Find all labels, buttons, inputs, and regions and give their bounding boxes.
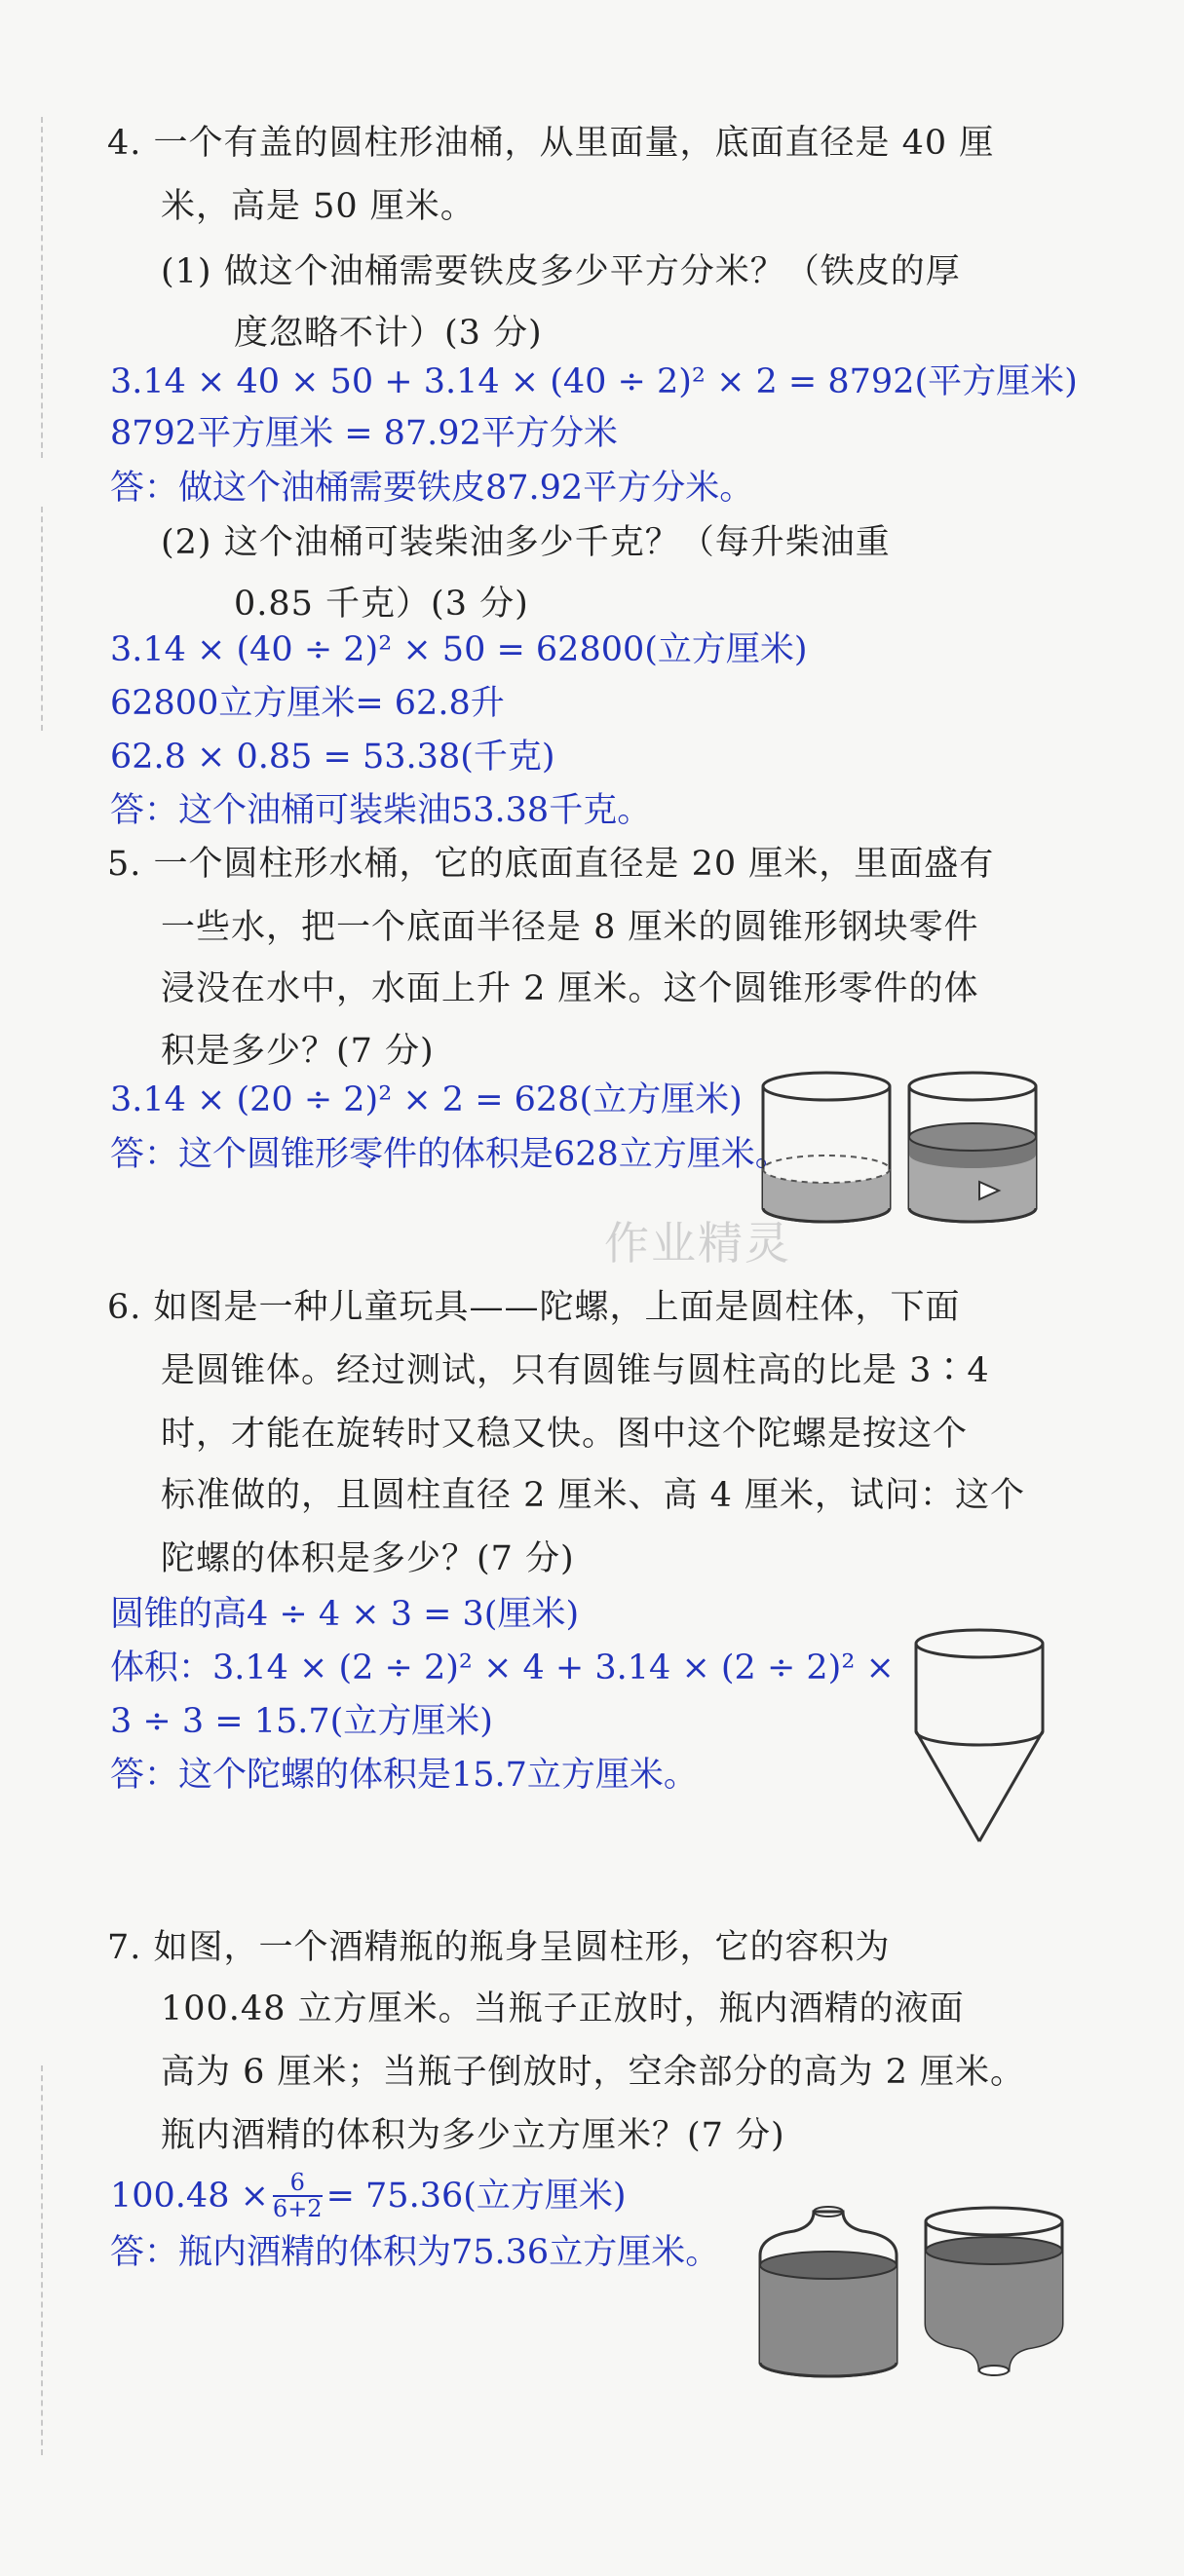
q4-answer: 3.14 × (40 ÷ 2)² × 50 = 62800(立方厘米) [110, 630, 808, 669]
q7-text: 瓶内酒精的体积为多少立方厘米？(7 分) [161, 2116, 785, 2155]
q4-sub1: 度忽略不计）(3 分) [234, 314, 543, 353]
q7-text: 高为 6 厘米；当瓶子倒放时，空余部分的高为 2 厘米。 [161, 2053, 1026, 2092]
q4-sub2: 0.85 千克）(3 分) [234, 585, 529, 624]
q4-answer: 62800立方厘米= 62.8升 [110, 684, 505, 723]
q7-text: 7. 如图，一个酒精瓶的瓶身呈圆柱形，它的容积为 [107, 1928, 891, 1967]
margin-dashed-line [41, 117, 43, 458]
q6-answer: 圆锥的高4 ÷ 4 × 3 = 3(厘米) [110, 1595, 580, 1634]
q4-answer: 62.8 × 0.85 = 53.38(千克) [110, 738, 555, 777]
q6-text: 6. 如图是一种儿童玩具——陀螺，上面是圆柱体，下面 [107, 1288, 961, 1327]
q6-text: 陀螺的体积是多少？(7 分) [161, 1539, 575, 1578]
q7-bottles-figure [750, 2197, 1082, 2392]
q4-text: 4. 一个有盖的圆柱形油桶，从里面量，底面直径是 40 厘 [107, 124, 995, 163]
q6-answer: 3 ÷ 3 = 15.7(立方厘米) [110, 1702, 493, 1741]
q5-answer: 3.14 × (20 ÷ 2)² × 2 = 628(立方厘米) [110, 1080, 743, 1119]
q5-cylinders-figure [755, 1057, 1077, 1232]
q6-text: 是圆锥体。经过测试，只有圆锥与圆柱高的比是 3∶4 [161, 1351, 990, 1390]
q6-top-figure [906, 1622, 1052, 1856]
watermark: 作业精灵 [604, 1217, 791, 1269]
margin-dashed-line [41, 2065, 43, 2455]
q4-text: 米，高是 50 厘米。 [161, 187, 476, 226]
q7-answer-prefix: 100.48 × [110, 2176, 269, 2216]
q7-text: 100.48 立方厘米。当瓶子正放时，瓶内酒精的液面 [161, 1989, 965, 2028]
q4-sub2: (2) 这个油桶可装柴油多少千克？（每升柴油重 [161, 523, 891, 562]
q7-answer [110, 2171, 627, 2221]
q4-answer: 8792平方厘米 = 87.92平方分米 [110, 414, 618, 453]
q5-text: 5. 一个圆柱形水桶，它的底面直径是 20 厘米，里面盛有 [107, 845, 995, 884]
q7-answer-suffix: = 75.36(立方厘米) [325, 2176, 627, 2216]
q4-answer: 答：做这个油桶需要铁皮87.92平方分米。 [110, 469, 754, 508]
q7-answer: 答：瓶内酒精的体积为75.36立方厘米。 [110, 2233, 720, 2272]
margin-dashed-line [41, 507, 43, 731]
q4-answer: 3.14 × 40 × 50 + 3.14 × (40 ÷ 2)² × 2 = 8792(平方厘米) [110, 362, 1078, 401]
q7-fraction [273, 2171, 323, 2221]
q7-fraction-den: 6+2 [272, 2195, 323, 2223]
q5-text: 浸没在水中，水面上升 2 厘米。这个圆锥形零件的体 [161, 969, 979, 1008]
q6-text: 标准做的，且圆柱直径 2 厘米、高 4 厘米，试问：这个 [161, 1476, 1026, 1515]
q5-text: 积是多少？(7 分) [161, 1032, 435, 1071]
q4-sub1: (1) 做这个油桶需要铁皮多少平方分米？（铁皮的厚 [161, 252, 961, 291]
q4-answer: 答：这个油桶可装柴油53.38千克。 [110, 791, 652, 830]
q6-text: 时，才能在旋转时又稳又快。图中这个陀螺是按这个 [161, 1415, 969, 1454]
q6-answer: 答：这个陀螺的体积是15.7立方厘米。 [110, 1756, 698, 1795]
q5-text: 一些水，把一个底面半径是 8 厘米的圆锥形钢块零件 [161, 908, 979, 947]
q7-fraction-num: 6 [273, 2171, 323, 2197]
q5-answer: 答：这个圆锥形零件的体积是628立方厘米。 [110, 1135, 789, 1174]
q6-answer: 体积：3.14 × (2 ÷ 2)² × 4 + 3.14 × (2 ÷ 2)² × [110, 1648, 895, 1687]
